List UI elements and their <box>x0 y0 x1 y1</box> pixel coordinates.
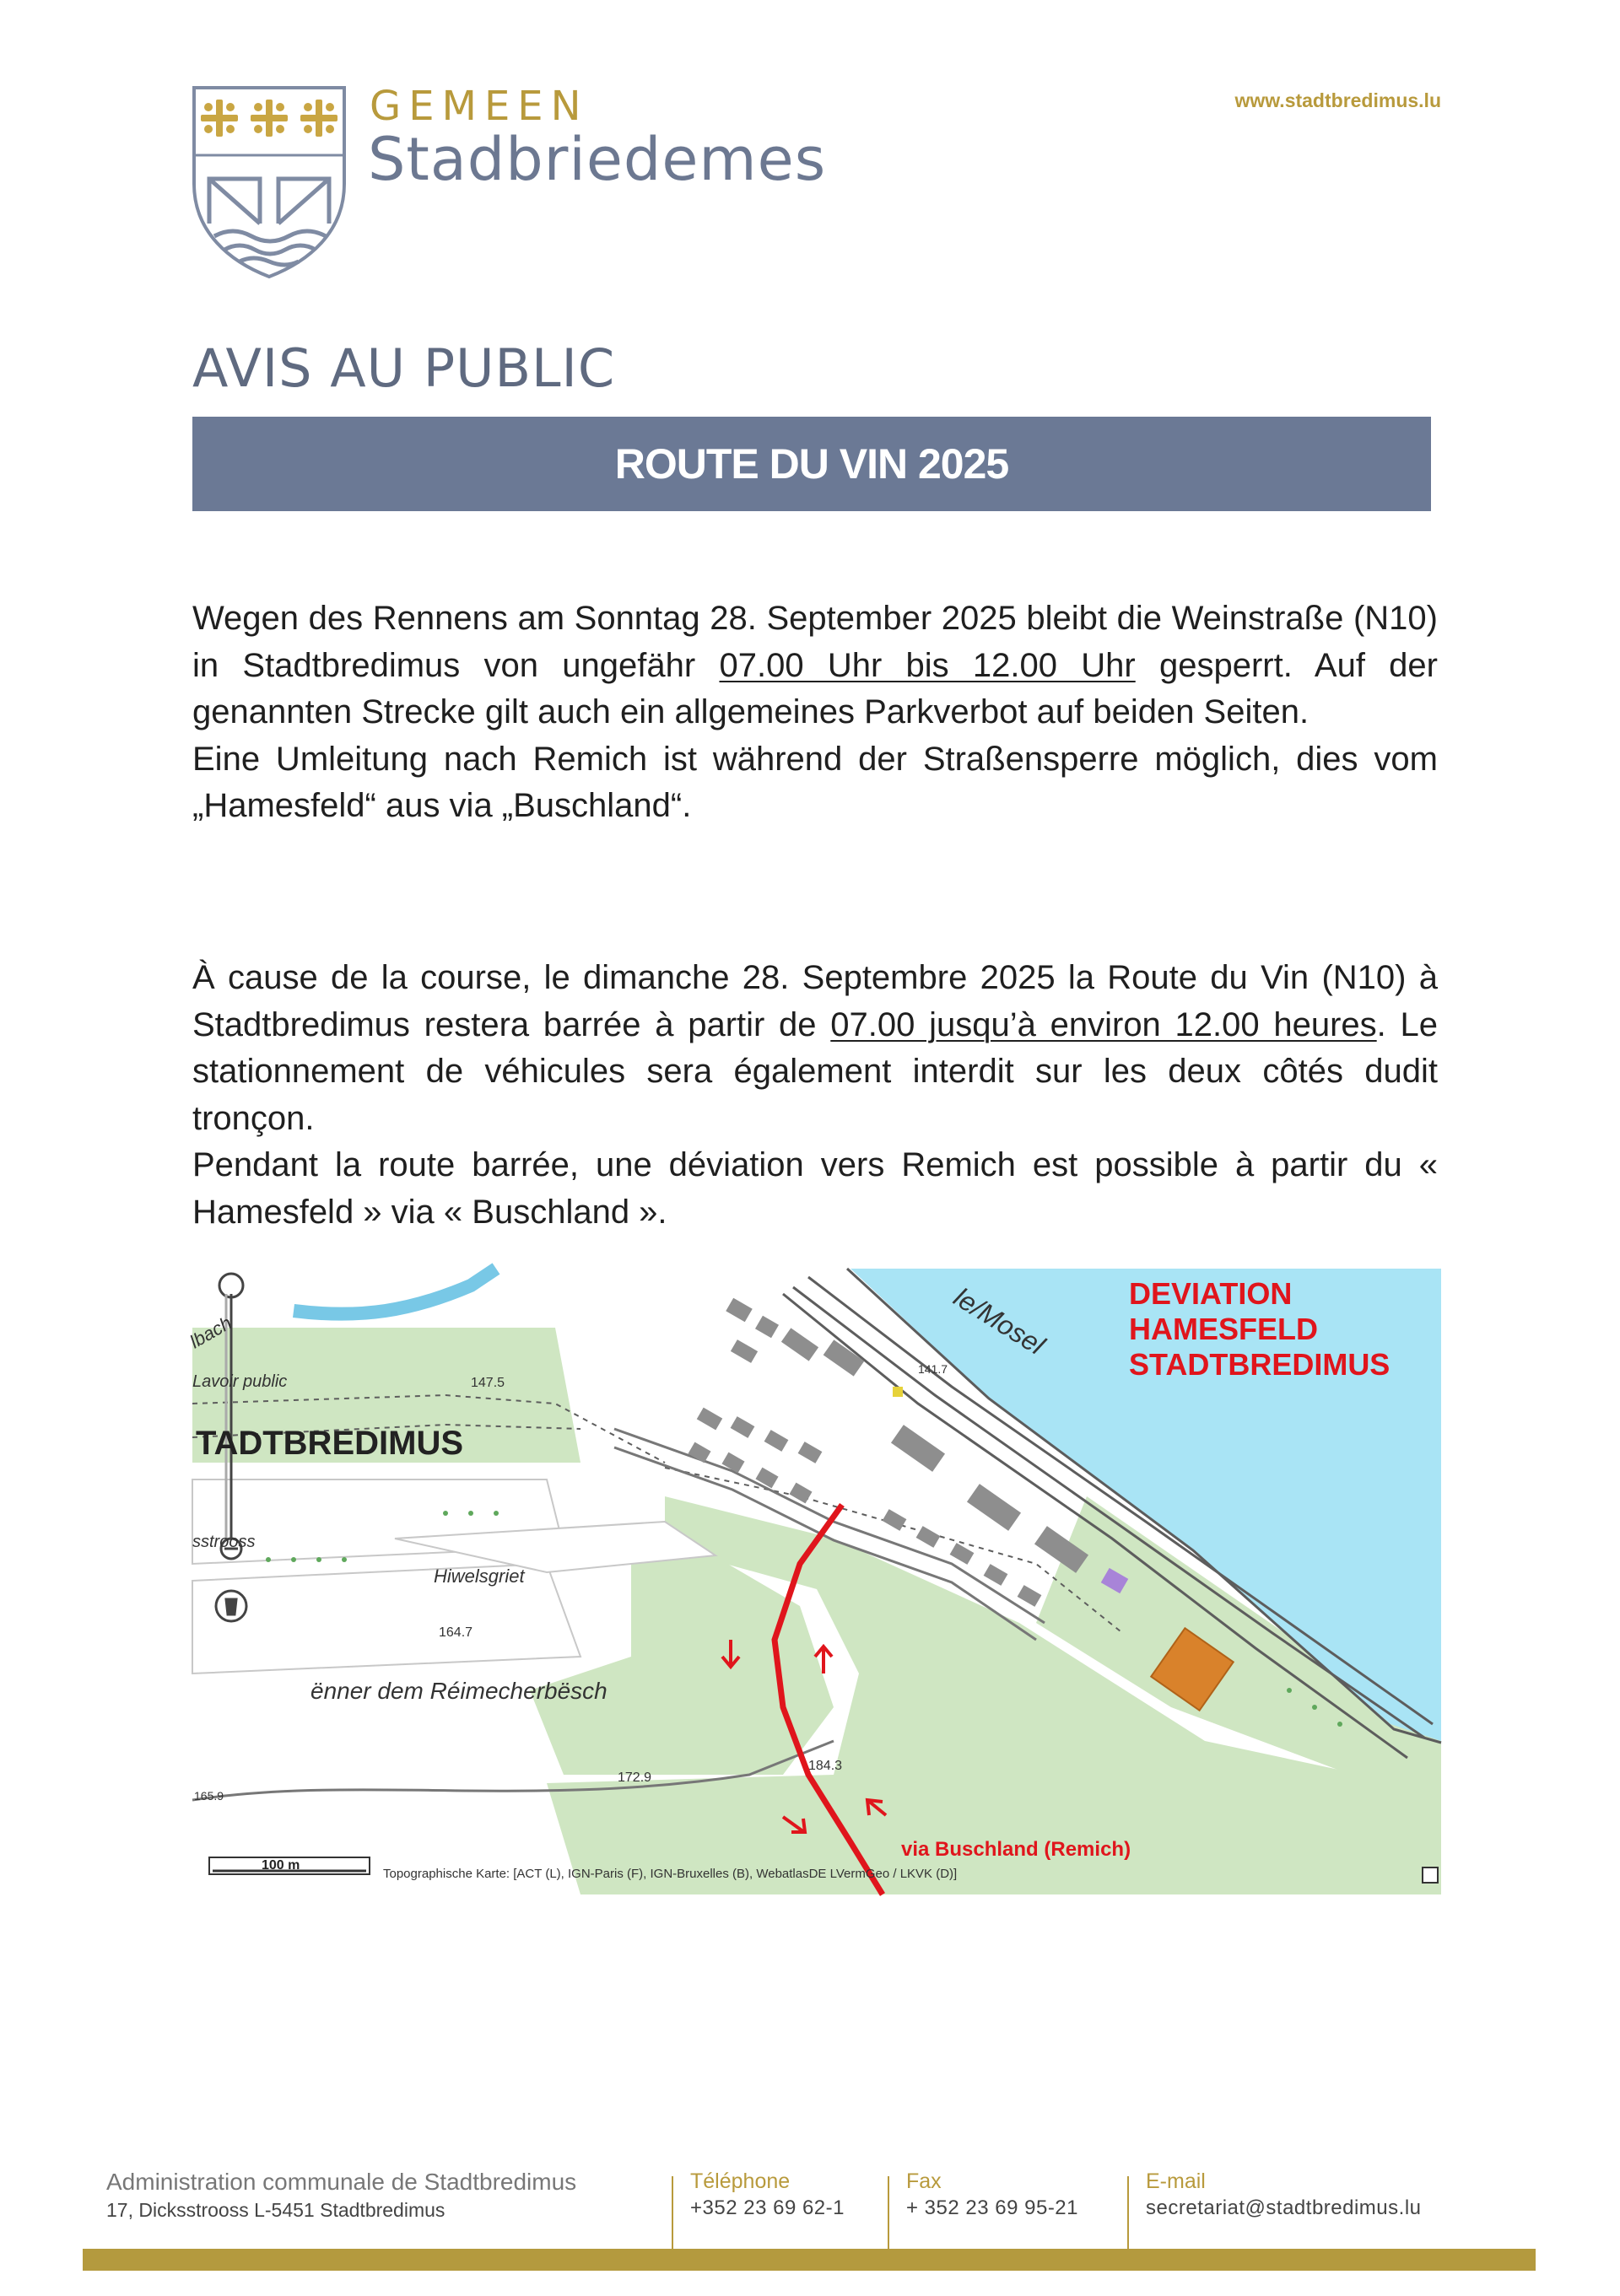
altitude-1647: 164.7 <box>439 1625 473 1640</box>
deviation-label-1: DEVIATION <box>1129 1276 1293 1311</box>
footer-email-value[interactable]: secretariat@stadtbredimus.lu <box>1146 2196 1422 2219</box>
altitude-1475: 147.5 <box>471 1376 505 1390</box>
footer-divider <box>672 2176 673 2257</box>
deviation-label-3: STADTBREDIMUS <box>1129 1347 1390 1382</box>
strooss-label: sstrooss <box>192 1533 256 1551</box>
footer-phone <box>690 2168 845 2222</box>
brand-top-text: GEMEEN <box>370 83 589 130</box>
german-notice <box>192 596 1438 830</box>
map-corner-icon <box>1423 1868 1438 1883</box>
website-link[interactable]: www.stadtbredimus.lu <box>1234 89 1441 111</box>
french-notice <box>192 955 1438 1236</box>
footer-admin-address: 17, Dicksstrooss L-5451 Stadtbredimus <box>106 2199 446 2221</box>
map-attribution: Topographische Karte: [ACT (L), IGN-Paris (F), IGN-Bruxelles (B), WebatlasDE LVermGeo / LKVK (D)] <box>383 1867 958 1881</box>
via-buschland-label: via Buschland (Remich) <box>901 1838 1131 1861</box>
footer-email-label: E-mail <box>1146 2169 1206 2193</box>
french-closure-time: 07.00 jusqu’à environ 12.00 heures <box>830 1005 1377 1043</box>
german-closure-time: 07.00 Uhr bis 12.00 Uhr <box>719 646 1136 684</box>
deviation-map <box>186 1269 1441 1894</box>
altitude-1843: 184.3 <box>808 1759 843 1773</box>
footer-divider <box>1127 2176 1129 2257</box>
place-enner: ënner dem Réimecherbësch <box>310 1678 608 1704</box>
footer-fax-label: Fax <box>906 2169 942 2193</box>
german-paragraph-1: Wegen des Rennens am Sonntag 28. September 2025 bleibt die Weinstraße (N10) in Stadtbredimus von ungefähr 07.00 Uhr bis 12.00 Uhr gesperrt. Auf der genannten Strecke gilt auch ein allgemeines Parkverbot auf beiden Seiten. <box>192 600 1438 730</box>
notice-title: ROUTE DU VIN 2025 <box>614 440 1009 488</box>
altitude-1417: 141.7 <box>918 1362 948 1376</box>
altitude-1729: 172.9 <box>618 1771 652 1785</box>
brand-name: Stadbriedemes <box>368 125 827 194</box>
altitude-1659: 165.9 <box>194 1789 224 1803</box>
footer-gold-bar <box>83 2249 1536 2271</box>
lavoir-label: Lavoir public <box>192 1372 288 1391</box>
river-label: le/Mosel <box>948 1281 1050 1361</box>
footer-email <box>1146 2168 1422 2222</box>
page-header <box>0 0 1620 304</box>
deviation-label-2: HAMESFELD <box>1129 1312 1318 1346</box>
page-footer <box>0 2168 1620 2296</box>
footer-phone-value[interactable]: +352 23 69 62-1 <box>690 2196 845 2219</box>
german-paragraph-2: Eine Umleitung nach Remich ist während der Straßensperre möglich, dies vom „Hamesfeld“ aus via „Buschland“. <box>192 740 1438 824</box>
footer-fax <box>906 2168 1078 2222</box>
footer-fax-value: + 352 23 69 95-21 <box>906 2196 1079 2219</box>
notice-heading: AVIS AU PUBLIC <box>192 337 616 399</box>
footer-phone-label: Téléphone <box>690 2169 791 2193</box>
place-hiwelsgriet: Hiwelsgriet <box>434 1566 525 1587</box>
footer-divider <box>888 2176 889 2257</box>
title-banner <box>192 417 1431 511</box>
stream-label: lbach <box>186 1312 235 1353</box>
scale-label: 100 m <box>262 1858 300 1873</box>
town-label: TADTBREDIMUS <box>196 1425 464 1462</box>
french-paragraph-1: À cause de la course, le dimanche 28. Septembre 2025 la Route du Vin (N10) à Stadtbredimus restera barrée à partir de 07.00 jusqu’à environ 12.00 heures. Le stationnement de véhicules sera également interdit sur les deux côtés dudit tronçon. <box>192 959 1439 1137</box>
map-canvas <box>186 1269 1441 1894</box>
municipality-crest-logo <box>191 84 348 280</box>
footer-admin <box>106 2168 576 2223</box>
french-paragraph-2: Pendant la route barrée, une déviation vers Remich est possible à partir du « Hamesfeld » via « Buschland ». <box>192 1146 1438 1231</box>
footer-admin-name: Administration communale de Stadtbredimus <box>106 2169 577 2195</box>
